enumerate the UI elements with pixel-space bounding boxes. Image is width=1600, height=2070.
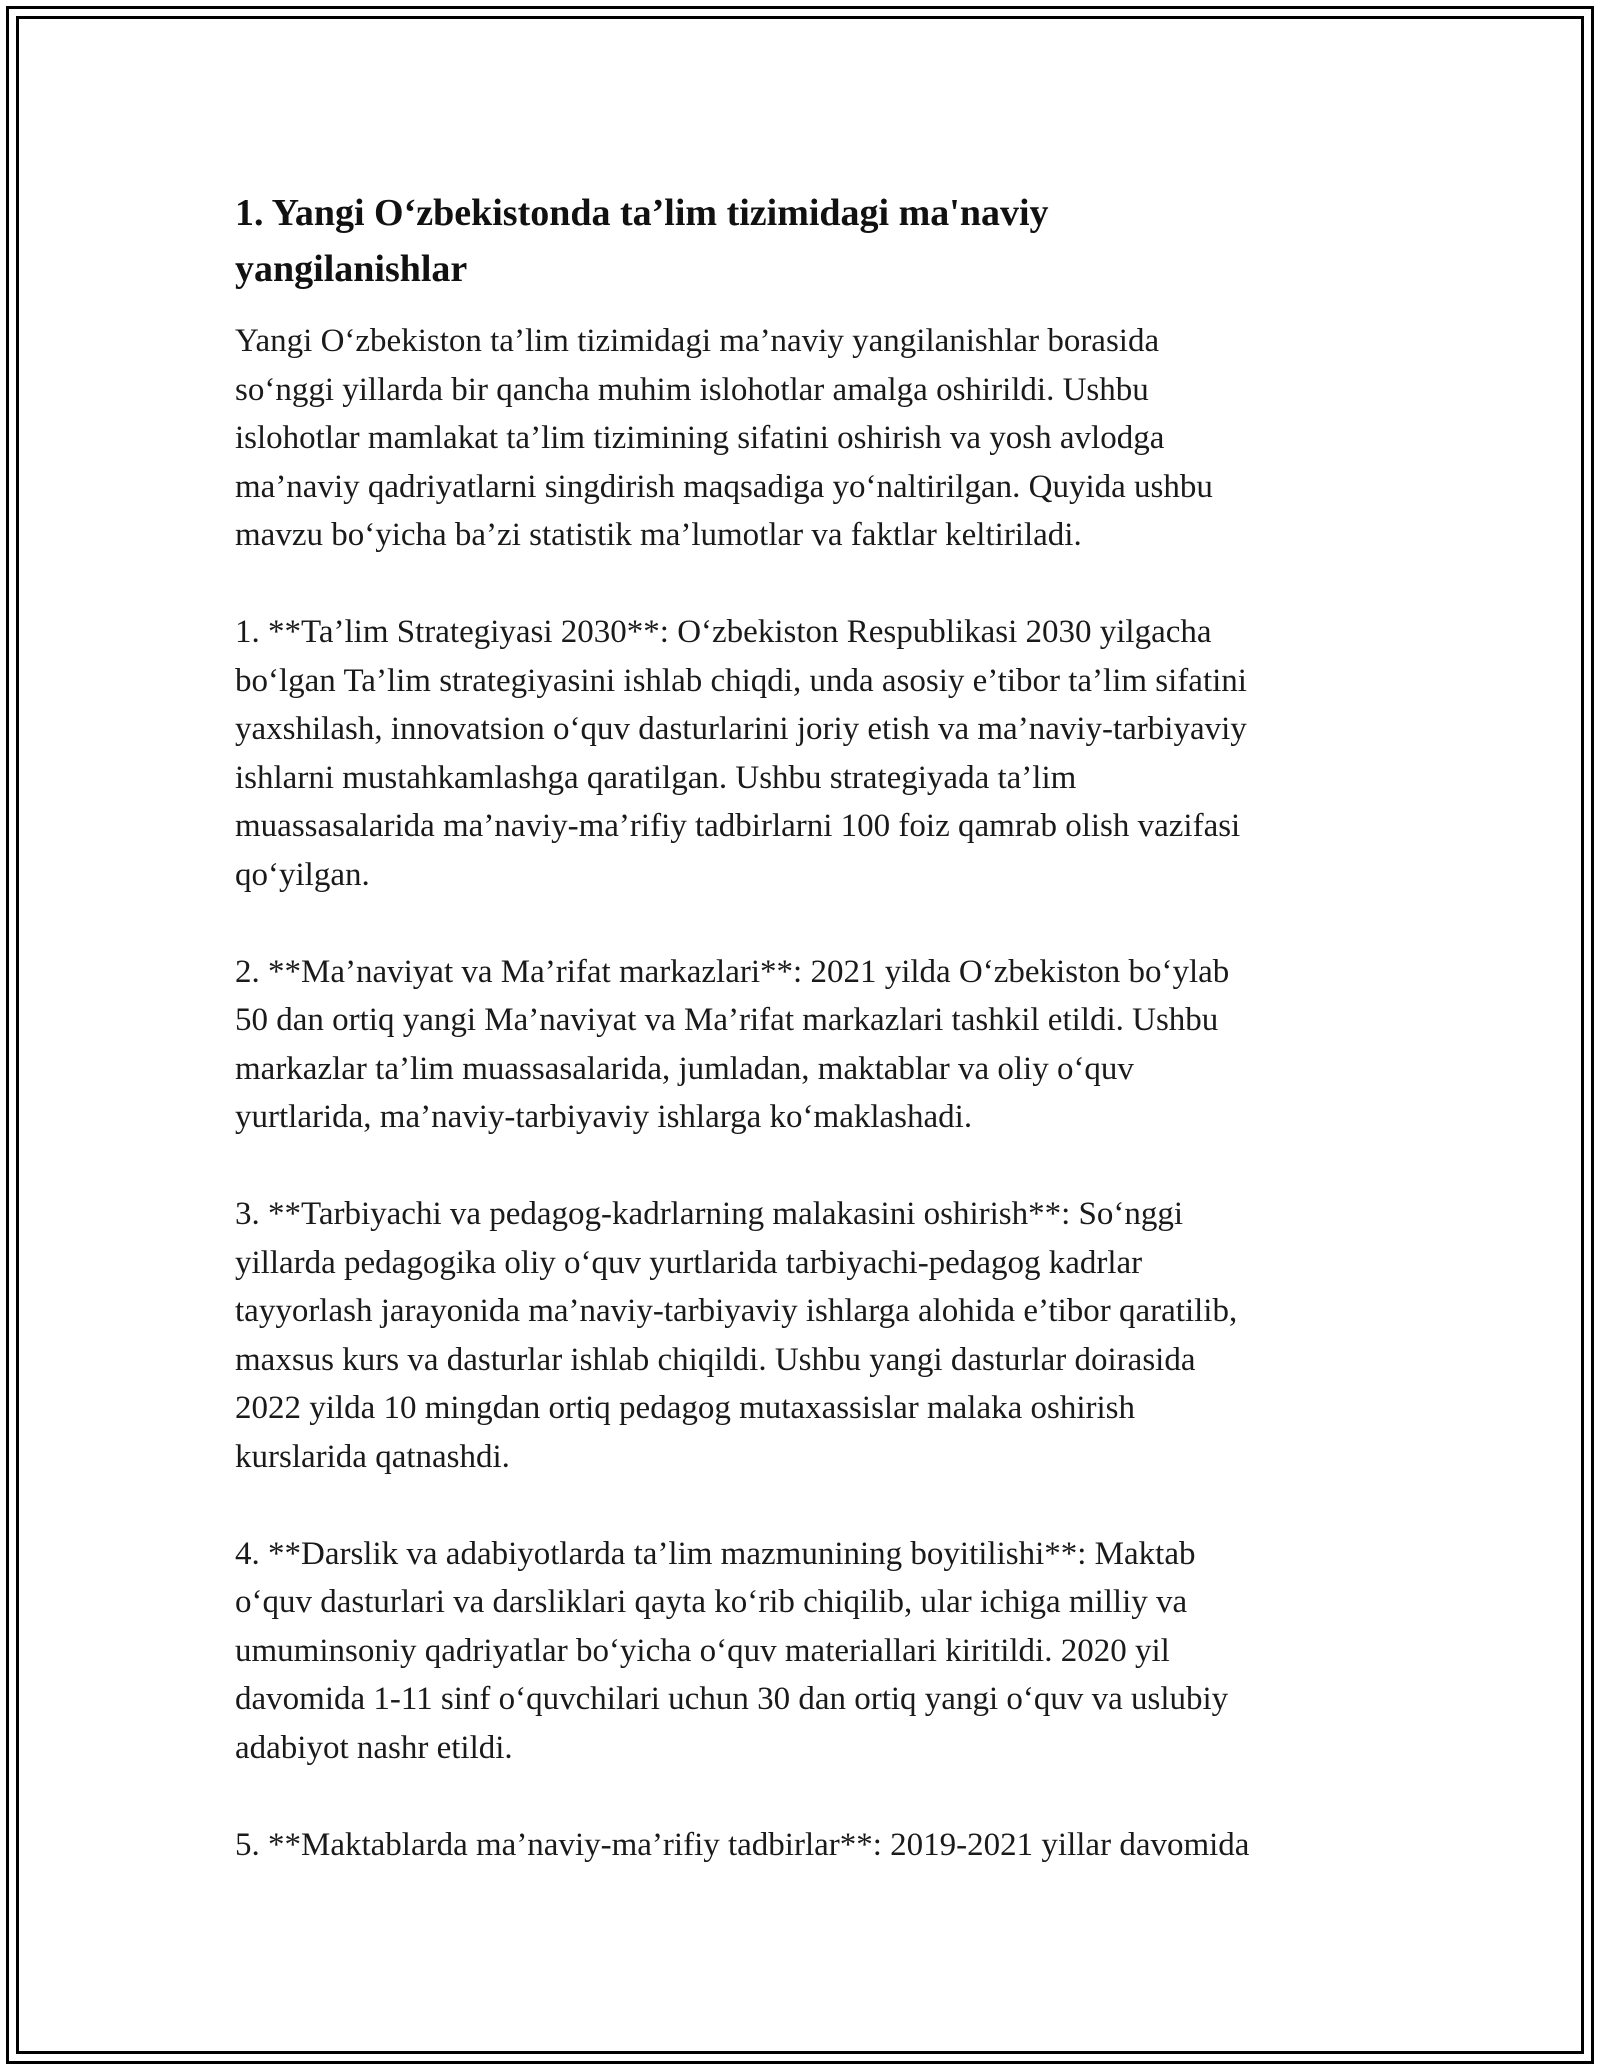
list-item-textbooks: 4. **Darslik va adabiyotlarda ta’lim mazmunining boyitilishi**: Maktab o‘quv dasturlari va darsliklari qayta ko‘rib chiqilib, ular ichiga milliy va umuminsoniy qadriyatlar bo‘yicha o‘quv materiallari kiritildi. 2020 yil davomida 1-11 sinf o‘quvchilari uchun 30 dan ortiq yangi o‘quv va uslubiy adabiyot nashr etildi. (235, 1535, 1229, 1766)
paragraph-gap (235, 1142, 1370, 1191)
document-title: 1. Yangi O‘zbekistonda ta’lim tizimidagi ma'naviy yangilanishlar (235, 192, 1049, 290)
list-item-pedagog-training: 3. **Tarbiyachi va pedagog-kadrlarning malakasini oshirish**: So‘nggi yillarda pedagogika oliy o‘quv yurtlarida tarbiyachi-pedagog kadrlar tayyorlash jarayonida ma’naviy-tarbiyaviy ishlarga alohida e’tibor qaratilib, maxsus kurs va dasturlar ishlab chiqildi. Ushbu yangi dasturlar doirasida 2022 yilda 10 mingdan ortiq pedagog mutaxassislar malaka oshirish kurslarida qatnashdi. (235, 1196, 1238, 1475)
paragraph-gap (235, 1772, 1370, 1821)
list-item-school-events: 5. **Maktablarda ma’naviy-ma’rifiy tadbirlar**: 2019-2021 yillar davomida (235, 1826, 1250, 1863)
list-item-strategy-2030: 1. **Ta’lim Strategiyasi 2030**: O‘zbekiston Respublikasi 2030 yilgacha bo‘lgan Ta’lim strategiyasini ishlab chiqdi, unda asosiy e’tibor ta’lim sifatini yaxshilash, innovatsion o‘quv dasturlarini joriy etish va ma’naviy-tarbiyaviy ishlarni mustahkamlashga qaratilgan. Ushbu strategiyada ta’lim muassasalarida ma’naviy-ma’rifiy tadbirlarni 100 foiz qamrab olish vazifasi qo‘yilgan. (235, 614, 1247, 893)
paragraph-gap (235, 899, 1370, 948)
list-item-manaviyat-centers: 2. **Ma’naviyat va Ma’rifat markazlari**: 2021 yilda O‘zbekiston bo‘ylab 50 dan ortiq yangi Ma’naviyat va Ma’rifat markazlari tashkil etildi. Ushbu markazlar ta’lim muassasalarida, jumladan, maktablar va oliy o‘quv yurtlarida, ma’naviy-tarbiyaviy ishlarga ko‘maklashadi. (235, 953, 1230, 1135)
paragraph-gap (235, 560, 1370, 609)
intro-paragraph: Yangi O‘zbekiston ta’lim tizimidagi ma’naviy yangilanishlar borasida so‘nggi yillarda bir qancha muhim islohotlar amalga oshirildi. Ushbu islohotlar mamlakat ta’lim tizimining sifatini oshirish va yosh avlodga ma’naviy qadriyatlarni singdirish maqsadiga yo‘naltirilgan. Quyida ushbu mavzu bo‘yicha ba’zi statistik ma’lumotlar va faktlar keltiriladi. (235, 323, 1213, 553)
document-body (235, 185, 1370, 1869)
paragraph-gap (235, 1481, 1370, 1530)
